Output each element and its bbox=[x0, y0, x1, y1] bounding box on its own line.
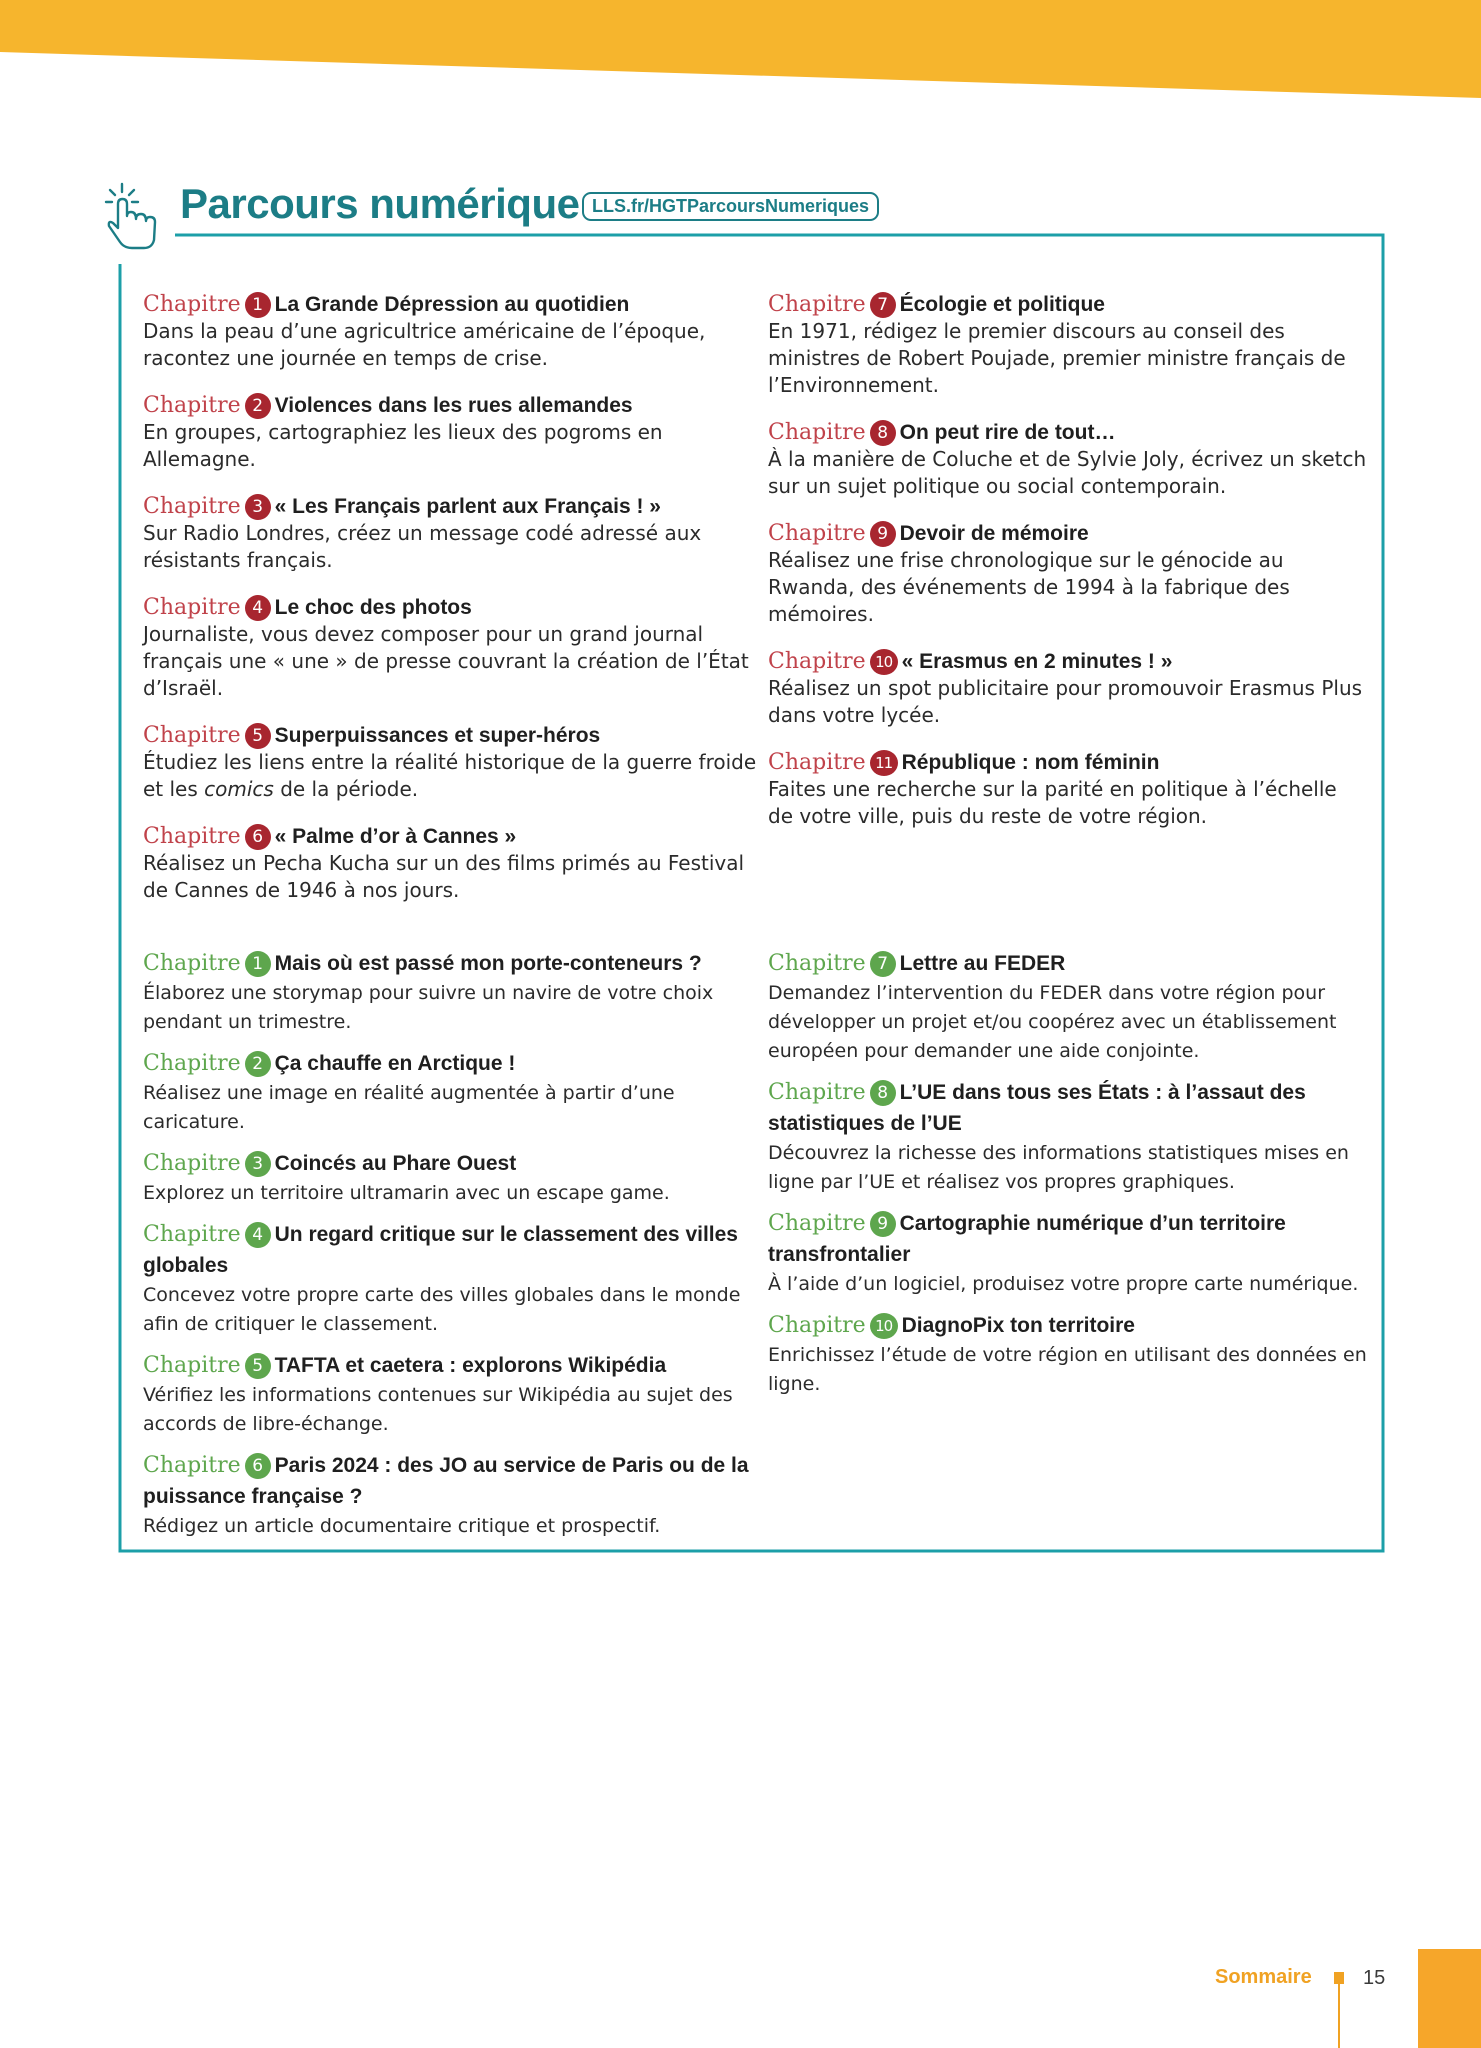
chapter-title: « Palme d’or à Cannes » bbox=[274, 825, 517, 848]
chapter-heading bbox=[143, 1219, 768, 1281]
chapter-description: Enrichissez l’étude de votre région en utilisant des données en ligne. bbox=[768, 1344, 1367, 1395]
chapter-word: Chapitre bbox=[768, 292, 866, 317]
chapter-description: Faites une recherche sur la parité en politique à l’échelle de votre ville, puis du reste de votre région. bbox=[768, 777, 1337, 828]
chapter-word: Chapitre bbox=[768, 420, 866, 445]
chapter-number-badge: 10 bbox=[870, 649, 898, 675]
chapter-word: Chapitre bbox=[143, 393, 241, 418]
chapter-word: Chapitre bbox=[143, 824, 241, 849]
chapter-word: Chapitre bbox=[768, 649, 866, 674]
chapter-heading bbox=[143, 1450, 768, 1512]
chapter-description: Concevez votre propre carte des villes globales dans le monde afin de critiquer le classement. bbox=[143, 1284, 741, 1335]
chapter-entry[interactable] bbox=[143, 823, 768, 904]
chapter-heading bbox=[143, 1350, 768, 1381]
chapter-heading bbox=[143, 823, 768, 850]
chapter-heading bbox=[768, 948, 1368, 979]
chapter-entry[interactable] bbox=[768, 648, 1368, 729]
chapter-heading bbox=[768, 1310, 1368, 1341]
chapter-number-badge: 6 bbox=[245, 1453, 271, 1479]
page-title: Parcours numérique bbox=[180, 180, 580, 227]
chapter-title: Ça chauffe en Arctique ! bbox=[274, 1052, 516, 1075]
chapter-description: Réalisez une frise chronologique sur le génocide au Rwanda, des événements de 1994 à la fabrique des mémoires. bbox=[768, 548, 1290, 626]
chapter-word: Chapitre bbox=[143, 494, 241, 519]
page-number: 15 bbox=[1363, 1967, 1386, 1989]
chapter-description: En groupes, cartographiez les lieux des pogroms en Allemagne. bbox=[143, 420, 663, 471]
pointing-hand-icon bbox=[100, 180, 162, 250]
chapter-title: Devoir de mémoire bbox=[899, 522, 1089, 545]
chapter-title: On peut rire de tout… bbox=[899, 421, 1116, 444]
chapter-title: « Les Français parlent aux Français ! » bbox=[274, 495, 661, 518]
chapter-word: Chapitre bbox=[768, 1211, 866, 1236]
chapter-number-badge: 3 bbox=[245, 1151, 271, 1177]
chapter-description: Vérifiez les informations contenues sur Wikipédia au sujet des accords de libre-échange. bbox=[143, 1384, 733, 1435]
chapter-entry[interactable] bbox=[143, 291, 768, 372]
chapter-description: Réalisez un Pecha Kucha sur un des films primés au Festival de Cannes de 1946 à nos jours. bbox=[143, 851, 745, 902]
chapter-title: Coincés au Phare Ouest bbox=[274, 1152, 517, 1175]
chapter-title: « Erasmus en 2 minutes ! » bbox=[901, 650, 1173, 673]
chapter-word: Chapitre bbox=[768, 1080, 866, 1105]
chapter-heading bbox=[768, 419, 1368, 446]
chapter-title: Lettre au FEDER bbox=[899, 952, 1066, 975]
chapter-title: Écologie et politique bbox=[899, 293, 1105, 316]
description-text: de la période. bbox=[273, 777, 419, 801]
chapter-description: En 1971, rédigez le premier discours au conseil des ministres de Robert Poujade, premier ministre français de l’Environnement. bbox=[768, 319, 1346, 397]
chapter-word: Chapitre bbox=[768, 1313, 866, 1338]
chapter-number-badge: 4 bbox=[245, 1222, 271, 1248]
description-italic-term: comics bbox=[204, 777, 274, 801]
footer-stem-line bbox=[1338, 1984, 1340, 2048]
chapter-entry[interactable] bbox=[143, 1219, 768, 1339]
chapter-description: À l’aide d’un logiciel, produisez votre propre carte numérique. bbox=[768, 1273, 1359, 1295]
chapter-description: Demandez l’intervention du FEDER dans votre région pour développer un projet et/ou coopérez avec un établissement européen pour demander une aide conjointe. bbox=[768, 982, 1337, 1062]
chapter-title: Un regard critique sur le classement des villes globales bbox=[143, 1223, 738, 1277]
chapter-number-badge: 7 bbox=[870, 951, 896, 977]
chapter-entry[interactable] bbox=[143, 948, 768, 1037]
chapter-word: Chapitre bbox=[768, 951, 866, 976]
chapter-title: Mais où est passé mon porte-conteneurs ? bbox=[274, 952, 702, 975]
chapter-word: Chapitre bbox=[143, 1151, 241, 1176]
chapter-word: Chapitre bbox=[143, 292, 241, 317]
chapter-heading bbox=[143, 291, 768, 318]
chapter-title: Cartographie numérique d’un territoire transfrontalier bbox=[768, 1212, 1286, 1266]
chapter-entry[interactable] bbox=[143, 1148, 768, 1208]
sommaire-link[interactable]: Sommaire bbox=[1215, 1966, 1312, 1988]
chapter-title: L’UE dans tous ses États : à l’assaut des statistiques de l’UE bbox=[768, 1081, 1306, 1135]
chapter-entry[interactable] bbox=[768, 419, 1368, 500]
chapter-description: Explorez un territoire ultramarin avec un escape game. bbox=[143, 1182, 670, 1204]
chapter-title: Le choc des photos bbox=[274, 596, 472, 619]
chapter-description: Sur Radio Londres, créez un message codé adressé aux résistants français. bbox=[143, 521, 702, 572]
chapter-entry[interactable] bbox=[143, 1450, 768, 1541]
chapter-description: Journaliste, vous devez composer pour un grand journal français une « une » de presse couvrant la création de l’État d’Israël. bbox=[143, 622, 749, 700]
chapter-heading bbox=[768, 749, 1368, 776]
chapter-word: Chapitre bbox=[143, 595, 241, 620]
chapter-heading bbox=[143, 722, 768, 749]
chapter-number-badge: 11 bbox=[870, 750, 898, 776]
chapter-heading bbox=[768, 1208, 1368, 1270]
chapter-entry[interactable] bbox=[768, 1208, 1368, 1299]
chapter-entry[interactable] bbox=[143, 392, 768, 473]
chapter-heading bbox=[768, 520, 1368, 547]
chapter-number-badge: 6 bbox=[245, 824, 271, 850]
chapter-number-badge: 8 bbox=[870, 1080, 896, 1106]
chapter-heading bbox=[143, 948, 768, 979]
chapter-description: Élaborez une storymap pour suivre un navire de votre choix pendant un trimestre. bbox=[143, 982, 714, 1033]
chapter-description bbox=[143, 749, 768, 803]
chapter-description: Dans la peau d’une agricultrice américaine de l’époque, racontez une journée en temps de crise. bbox=[143, 319, 706, 370]
chapter-word: Chapitre bbox=[143, 951, 241, 976]
chapter-number-badge: 1 bbox=[245, 292, 271, 318]
chapter-title: Paris 2024 : des JO au service de Paris ou de la puissance française ? bbox=[143, 1454, 749, 1508]
chapter-entry[interactable] bbox=[768, 1310, 1368, 1399]
chapter-entry[interactable] bbox=[768, 291, 1368, 399]
chapter-description: À la manière de Coluche et de Sylvie Joly, écrivez un sketch sur un sujet politique ou social contemporain. bbox=[768, 447, 1367, 498]
chapter-word: Chapitre bbox=[143, 1453, 241, 1478]
chapter-title: La Grande Dépression au quotidien bbox=[274, 293, 630, 316]
chapter-number-badge: 1 bbox=[245, 951, 271, 977]
chapter-entry[interactable] bbox=[143, 1048, 768, 1137]
chapter-number-badge: 5 bbox=[245, 1353, 271, 1379]
chapter-number-badge: 2 bbox=[245, 393, 271, 419]
chapter-title: Superpuissances et super-héros bbox=[274, 724, 601, 747]
chapter-word: Chapitre bbox=[143, 1222, 241, 1247]
chapter-entry[interactable] bbox=[768, 1077, 1368, 1197]
chapter-number-badge: 3 bbox=[245, 494, 271, 520]
footer-marker bbox=[1334, 1972, 1344, 1984]
chapter-entry[interactable] bbox=[143, 594, 768, 702]
chapter-heading bbox=[768, 1077, 1368, 1139]
chapter-title: Violences dans les rues allemandes bbox=[274, 394, 633, 417]
history-right-column bbox=[768, 291, 1368, 924]
chapter-number-badge: 8 bbox=[870, 420, 896, 446]
chapter-number-badge: 5 bbox=[245, 723, 271, 749]
chapter-entry[interactable] bbox=[143, 493, 768, 574]
chapter-title: République : nom féminin bbox=[901, 751, 1160, 774]
chapter-description: Rédigez un article documentaire critique et prospectif. bbox=[143, 1515, 661, 1537]
chapter-entry[interactable] bbox=[768, 948, 1368, 1066]
chapter-title: TAFTA et caetera : explorons Wikipédia bbox=[274, 1354, 667, 1377]
chapter-word: Chapitre bbox=[768, 521, 866, 546]
description-text: Étudiez les liens entre la réalité historique de la guerre froide et les bbox=[143, 750, 757, 801]
geography-left-column bbox=[143, 948, 768, 1552]
chapter-heading bbox=[143, 493, 768, 520]
page-corner-tab bbox=[1418, 1949, 1481, 2048]
chapter-heading bbox=[768, 648, 1368, 675]
geography-section bbox=[143, 948, 1368, 1552]
history-left-column bbox=[143, 291, 768, 924]
chapter-entry[interactable] bbox=[143, 1350, 768, 1439]
chapter-title: DiagnoPix ton territoire bbox=[901, 1314, 1135, 1337]
chapter-heading bbox=[143, 392, 768, 419]
chapter-description: Découvrez la richesse des informations statistiques mises en ligne par l’UE et réalisez vos propres graphiques. bbox=[768, 1142, 1349, 1193]
chapter-word: Chapitre bbox=[143, 1353, 241, 1378]
chapter-entry[interactable] bbox=[768, 520, 1368, 628]
chapter-word: Chapitre bbox=[143, 723, 241, 748]
top-accent-band bbox=[0, 0, 1481, 100]
chapter-heading bbox=[143, 1148, 768, 1179]
chapter-number-badge: 7 bbox=[870, 292, 896, 318]
chapter-number-badge: 4 bbox=[245, 595, 271, 621]
chapter-number-badge: 9 bbox=[870, 521, 896, 547]
chapter-heading bbox=[143, 594, 768, 621]
chapter-number-badge: 9 bbox=[870, 1211, 896, 1237]
chapter-entry[interactable] bbox=[143, 722, 768, 803]
chapter-number-badge: 10 bbox=[870, 1313, 898, 1339]
geography-right-column bbox=[768, 948, 1368, 1552]
chapter-number-badge: 2 bbox=[245, 1051, 271, 1077]
chapter-word: Chapitre bbox=[768, 750, 866, 775]
chapter-description: Réalisez une image en réalité augmentée à partir d’une caricature. bbox=[143, 1082, 675, 1133]
chapter-heading bbox=[143, 1048, 768, 1079]
history-section bbox=[143, 291, 1368, 924]
chapter-description: Réalisez un spot publicitaire pour promouvoir Erasmus Plus dans votre lycée. bbox=[768, 676, 1363, 727]
chapter-entry[interactable] bbox=[768, 749, 1368, 830]
chapter-heading bbox=[768, 291, 1368, 318]
url-link[interactable]: LLS.fr/HGTParcoursNumeriques bbox=[582, 192, 879, 221]
chapter-word: Chapitre bbox=[143, 1051, 241, 1076]
